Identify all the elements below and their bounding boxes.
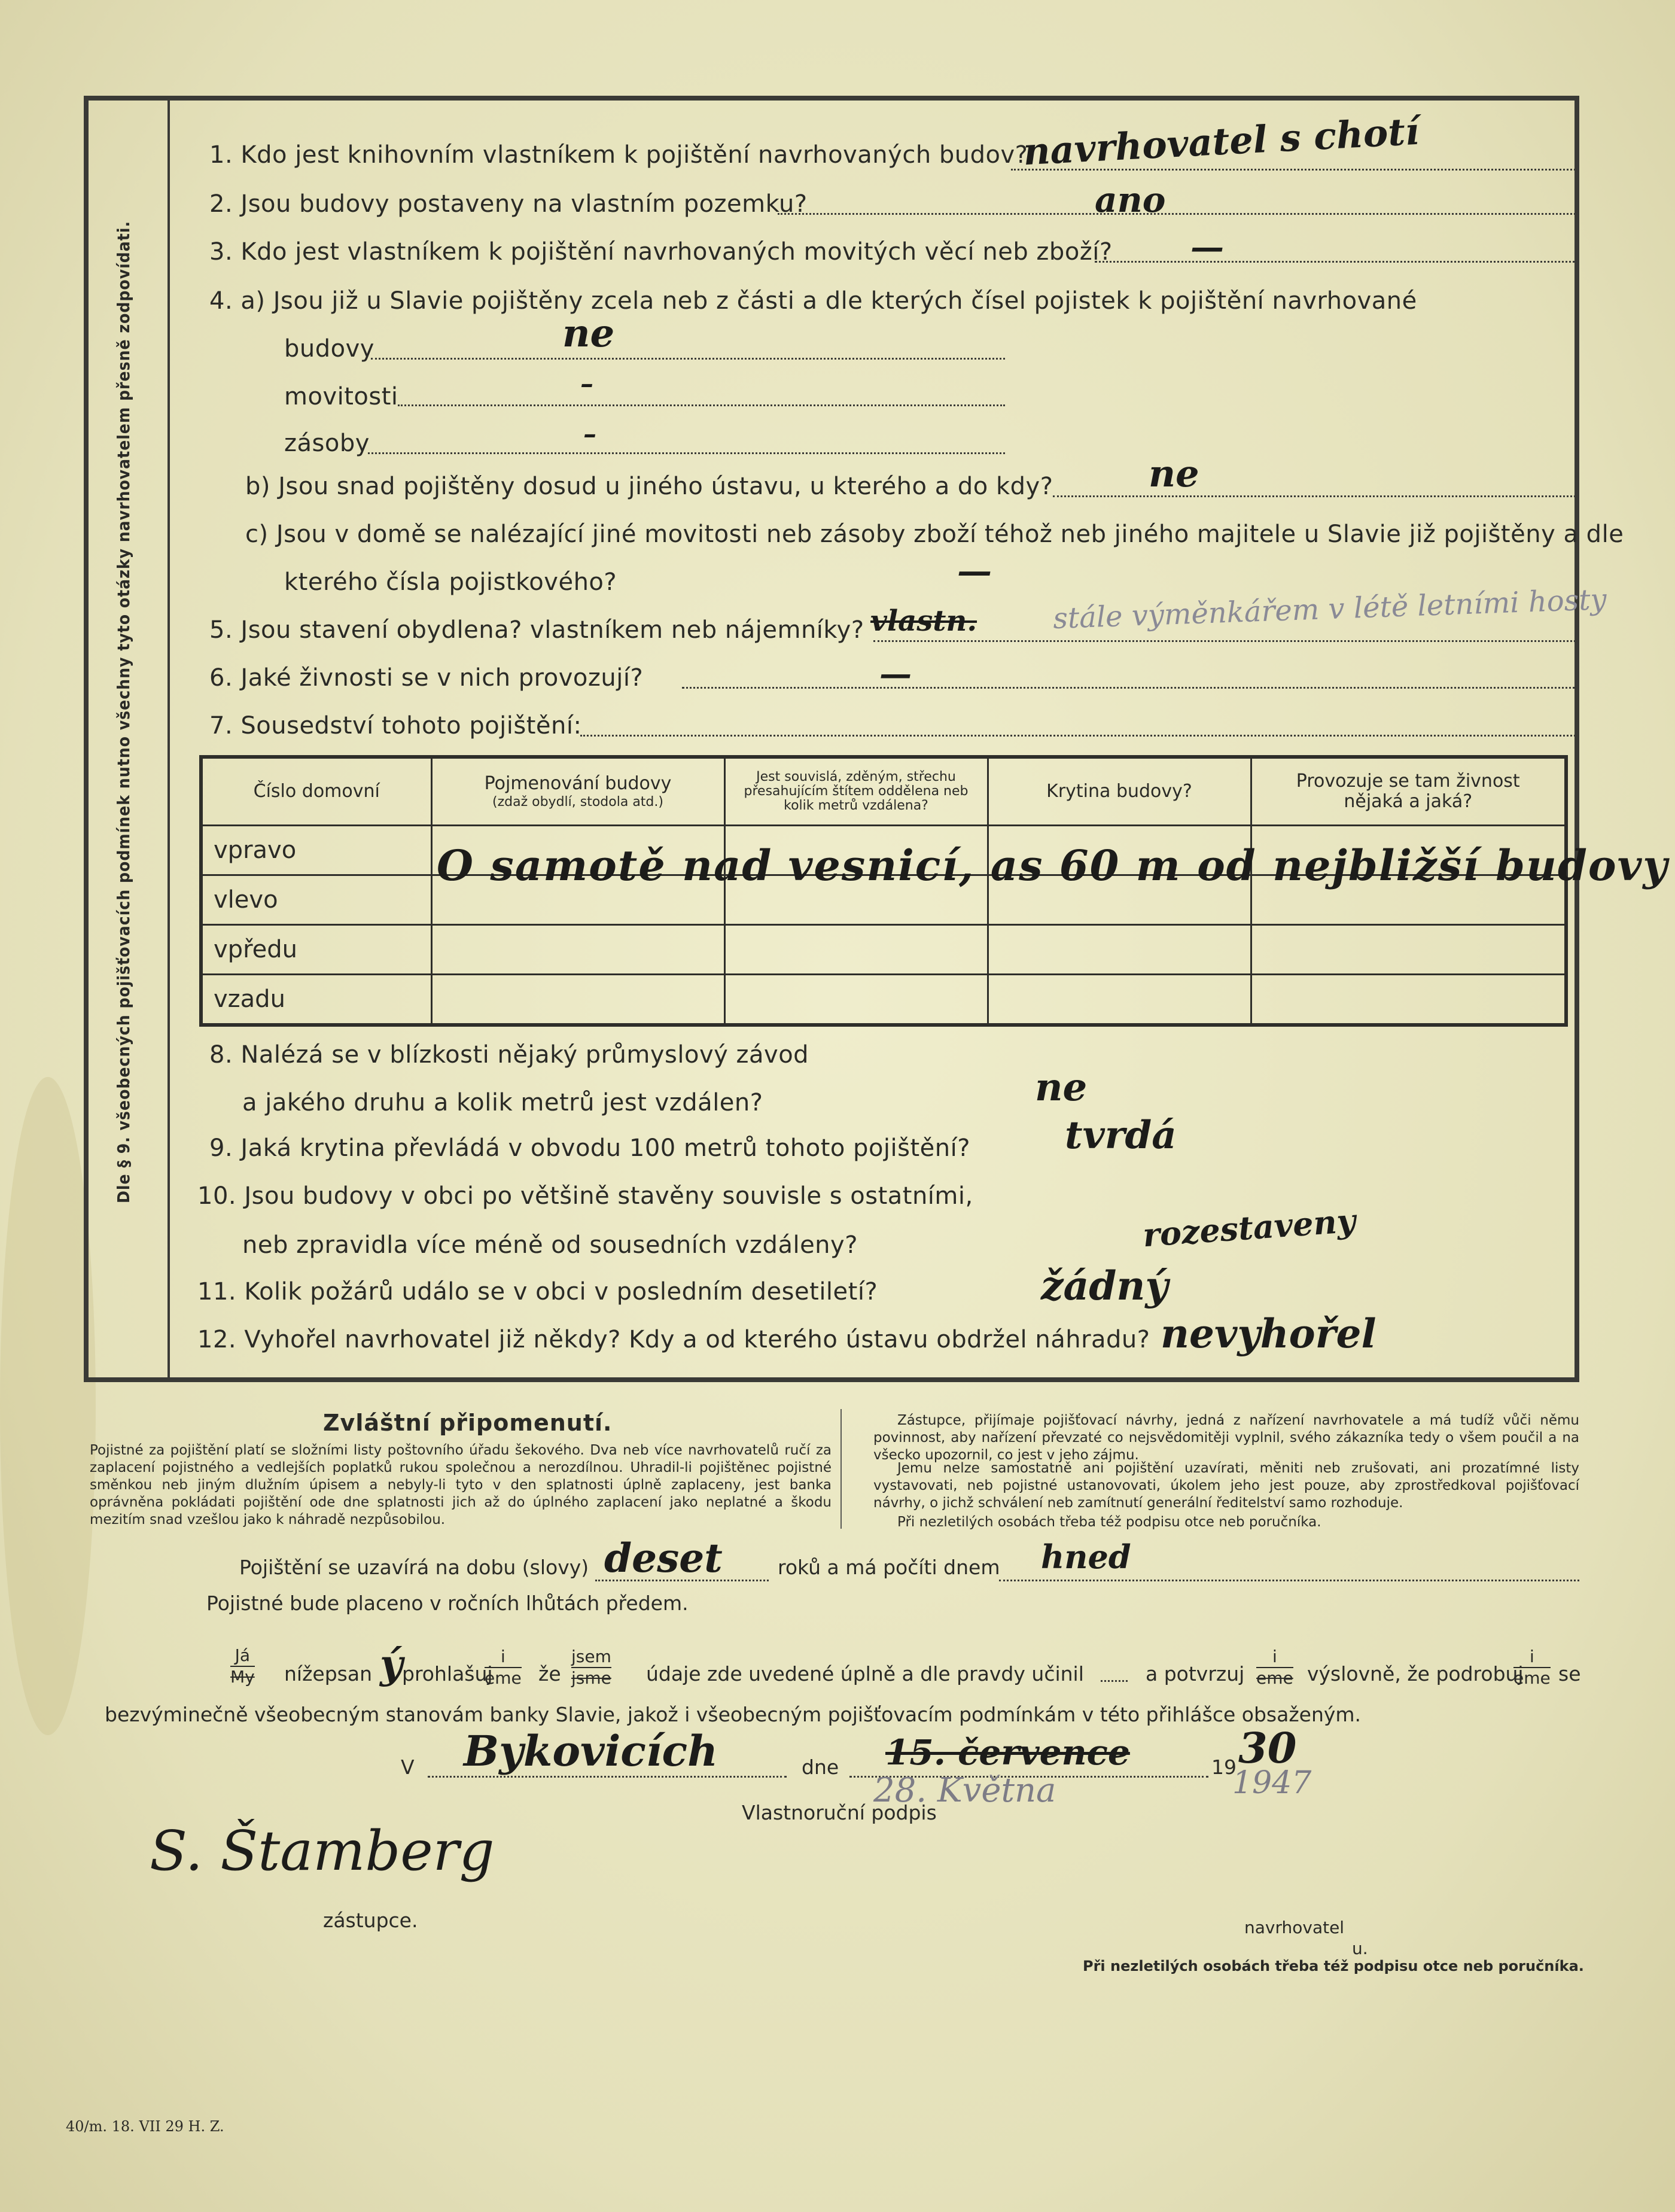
question-11 [197,1278,878,1306]
question-number: 11. [197,1278,237,1306]
question-text: Jsou budovy v obci po většině stavěny souvisle s ostatními, [244,1182,973,1210]
table-cell [431,975,724,1026]
doba-label: Pojištění se uzavírá na dobu (slovy) [239,1556,589,1579]
answer-10: rozestaveny [1141,1201,1357,1255]
dne-label: dne [802,1755,839,1779]
q4-budovy-line [371,358,1005,360]
agent-signature: S. Štamberg [150,1819,495,1883]
table-cell [988,925,1251,975]
answer-5-pencil: stále výměnkářem v létě letními hosty [1052,582,1607,636]
row-label-vpravo: vpravo [201,826,431,875]
table-row [201,925,1566,975]
table-cell [1251,975,1566,1026]
print-code: 40/m. 18. VII 29 H. Z. [66,2118,224,2135]
table-cell [724,975,988,1026]
question-number: 7. [209,712,233,740]
declaration-line-2: bezvýminečně všeobecným stanovám banky Slavie, jakož i všeobecným pojišťovacím podmínkám v této přihlášce obsaženým. [105,1703,1362,1726]
q4-movitosti-line [398,404,1005,406]
question-number: 10. [197,1182,237,1210]
question-2 [209,190,808,218]
q4b-answer: ne [1149,452,1199,495]
jsme-label: jsme [571,1668,611,1688]
question-1 [209,141,1028,169]
jsem-label: jsem [571,1647,611,1666]
notes-right-2: Jemu nelze samostatně ani pojištění uzavírati, měniti neb zrušovati, ani prozatímné listy vystavovati, neb pojistné ustanovovati, úkolem jeho jest pouze, aby zprostředkoval pojišťovací návrhy, o jichž schválení neb zamítnutí generální ředitelství samo rozhoduje. [873,1461,1579,1511]
answer-3: — [1190,227,1224,267]
question-4a [209,287,1417,315]
place-value: Bykovicích [464,1726,718,1776]
question-text: Kdo jest knihovním vlastníkem k pojištění navrhovaných budov? [240,141,1028,169]
place-line [428,1776,787,1778]
header-cislo: Číslo domovní [201,757,431,826]
notes-title: Zvláštní připomenutí. [323,1410,613,1436]
question-7 [209,712,581,740]
row-label-vzadu: vzadu [201,975,431,1026]
question-text: Nalézá se v blízkosti nějaký průmyslový závod [240,1041,809,1069]
answer-6: — [879,655,912,693]
podrobuj-ending [1513,1647,1551,1688]
ja-my-fraction [230,1645,255,1687]
side-note: Dle § 9. všeobecných pojišťovacích podmínek nutno všechny tyto otázky navrhovatelem přesně zodpovídati. [114,220,133,1204]
nizepsan-fill: ý [380,1641,403,1687]
q4b-line [1053,495,1579,497]
q4-budovy-label: budovy [284,335,374,363]
ending-i: i [1529,1647,1534,1666]
question-text: a) Jsou již u Slavie pojištěny zcela neb z části a dle kterých čísel pojistek k pojištění navrhované [240,287,1417,315]
table-handwritten-note: O samotě nad vesnicí, as 60 m od nejbližší budovy [437,841,1668,890]
answer-line-5 [873,640,1579,642]
answer-2: ano [1095,179,1166,220]
ending-i: i [1272,1647,1277,1666]
answer-line-2 [778,213,1579,215]
question-text: Sousedství tohoto pojištění: [240,712,582,740]
question-9 [209,1134,970,1162]
header-souvisla: Jest souvislá, zděným, střechu přesahujícím štítem oddělena neb kolik metrů vzdálena? [724,757,988,826]
question-number: 8. [209,1041,233,1069]
header-pojmenovani-main: Pojmenování budovy [484,773,672,795]
row-label-vlevo: vlevo [201,875,431,925]
row-label-vpredu: vpředu [201,925,431,975]
ending-i: i [500,1647,505,1666]
date-stamp-ghost: 28. Května [873,1771,1056,1810]
jsem-jsme-fraction [571,1647,611,1688]
notes-separator [840,1409,842,1529]
answer-line-6 [682,687,1579,689]
prohlasuj-label: prohlašuj [402,1662,493,1685]
table-cell [431,925,724,975]
placeno-text: Pojistné bude placeno v ročních lhůtách předem. [206,1592,689,1615]
question-number: 2. [209,190,233,218]
q4-zasoby-line [368,452,1005,454]
question-12 [197,1326,1150,1353]
udaje-line [1101,1680,1128,1682]
question-10-cont: neb zpravidla více méně od sousedních vzdáleny? [242,1231,858,1259]
ja-label: Já [234,1645,251,1665]
q4-zasoby-label: zásoby [284,430,370,457]
table-cell [1251,925,1566,975]
question-4c-cont: kterého čísla pojistkového? [284,568,617,596]
se-label: se [1558,1662,1581,1685]
minors-note: Při nezletilých osobách třeba též podpisu otce neb poručníka. [1083,1958,1584,1974]
roku-line [999,1580,1579,1581]
my-label: My [230,1666,255,1687]
question-number: 5. [209,616,233,644]
question-8 [209,1041,809,1069]
u-label: u. [1352,1939,1368,1958]
question-number: 3. [209,238,233,266]
year-prefix: 19 [1211,1755,1237,1779]
paper-stain [0,1077,96,1735]
question-text: Jsou budovy postaveny na vlastním pozemku? [240,190,808,218]
sidebar-divider [168,96,170,1382]
roku-value: hned [1041,1538,1131,1576]
date-value: 15. července [885,1732,1130,1773]
year-value: 30 [1238,1723,1297,1773]
question-3 [209,238,1113,266]
notes-right-1: Zástupce, přijímaje pojišťovací návrhy, jedná z nařízení navrhovatele a má tudíž vůči němu povinnost, aby nařízení převzaté co nejsvědomitěji vyplnil, svého zákazníka tedy o všem poučil a na všecko upozornil, co jest v jeho zájmu. [873,1413,1579,1463]
question-text: Kdo jest vlastníkem k pojištění navrhovaných movitých věcí neb zboží? [240,238,1113,266]
question-4b: b) Jsou snad pojištěny dosud u jiného ústavu, u kterého a do kdy? [245,473,1053,500]
answer-12: nevyhořel [1161,1310,1376,1357]
answer-5: vlastn. [870,604,977,638]
answer-11: žádný [1041,1262,1168,1309]
question-8-cont: a jakého druhu a kolik metrů jest vzdálen? [242,1089,763,1116]
question-number: 12. [197,1326,237,1353]
question-number: 6. [209,664,233,692]
udaje-text: údaje zde uvedené úplně a dle pravdy učinil [646,1662,1084,1685]
question-6 [209,664,643,692]
year-stamp-ghost: 1947 [1232,1765,1312,1801]
header-pojmenovani [431,757,724,826]
q4-movitosti-answer: – [580,369,593,399]
table-cell [724,925,988,975]
question-number: 9. [209,1134,233,1162]
ze-label: že [538,1662,561,1685]
ending-eme: eme [1513,1668,1551,1688]
header-pojmenovani-sub: (zdaž obydlí, stodola atd.) [492,794,663,810]
neighbourhood-table [199,755,1568,1027]
q4-budovy-answer: ne [562,311,615,356]
ending-eme: eme [1256,1668,1293,1688]
table-header-row [201,757,1566,826]
nizepsan-label: nížepsan [284,1662,372,1685]
notes-left: Pojistné za pojištění platí se složními listy poštovního úřadu šekového. Dva neb více navrhovatelů ručí za zaplacení pojistného a vedlejších poplatků rukou společnou a nerozdílnou. Uhradil-li pojištěnec pojistné směnkou neb jiným dlužním úpisem a nebyly-li tyto v den splatnosti úplně zaplaceny, jest banka oprávněna pokládati pojištění ode dne splatnosti jich až do úplného zaplacení jako neplatné a škodu mezitím snad vzešlou jako k náhradě nezpůsobilou. [90,1443,832,1528]
prohlasuj-ending [485,1647,522,1688]
table-cell [988,975,1251,1026]
vlastnorucni-label: Vlastnoruční podpis [742,1801,937,1824]
question-text: Jaká krytina převládá v obvodu 100 metrů tohoto pojištění? [240,1134,970,1162]
question-text: Vyhořel navrhovatel již někdy? Kdy a od kterého ústavu obdržel náhradu? [244,1326,1150,1353]
navrhovatel-label: navrhovatel [1244,1918,1345,1937]
zastupce-label: zástupce. [323,1909,418,1932]
answer-1: navrhovatel s chotí [1022,109,1421,174]
roku-label: roků a má počíti dnem [778,1556,1000,1579]
q4-movitosti-label: movitosti [284,383,398,410]
v-label: V [401,1755,415,1779]
answer-8: ne [1035,1065,1088,1110]
potvrzuj-label: a potvrzuj [1146,1662,1245,1685]
question-5 [209,616,864,644]
question-text: Jsou stavení obydlena? vlastníkem neb nájemníky? [240,616,864,644]
question-number: 1. [209,141,233,169]
vyslovne-text: výslovně, že podrobuj [1307,1662,1524,1685]
question-4c: c) Jsou v domě se nalézající jiné movitosti neb zásoby zboží téhož neb jiného majitele u Slavie již pojištěny a dle [245,521,1624,548]
header-zivnost: Provozuje se tam živnost nějaká a jaká? [1251,757,1566,826]
question-10 [197,1182,973,1210]
potvrzuj-ending [1256,1647,1293,1688]
question-number: 4. [209,287,233,315]
question-text: Kolik požárů událo se v obci v posledním desetiletí? [244,1278,878,1306]
question-text: Jaké živnosti se v nich provozují? [240,664,644,692]
table-row [201,975,1566,1026]
q4-zasoby-answer: – [583,419,596,449]
answer-9: tvrdá [1065,1113,1177,1158]
q4c-answer: — [957,550,992,591]
header-krytina: Krytina budovy? [988,757,1251,826]
answer-line-7 [580,735,1579,737]
doba-value: deset [604,1535,723,1581]
answer-line-3 [1095,261,1579,263]
notes-right-3: Při nezletilých osobách třeba též podpisu otce neb poručníka. [897,1514,1321,1530]
ending-eme: eme [485,1668,522,1688]
